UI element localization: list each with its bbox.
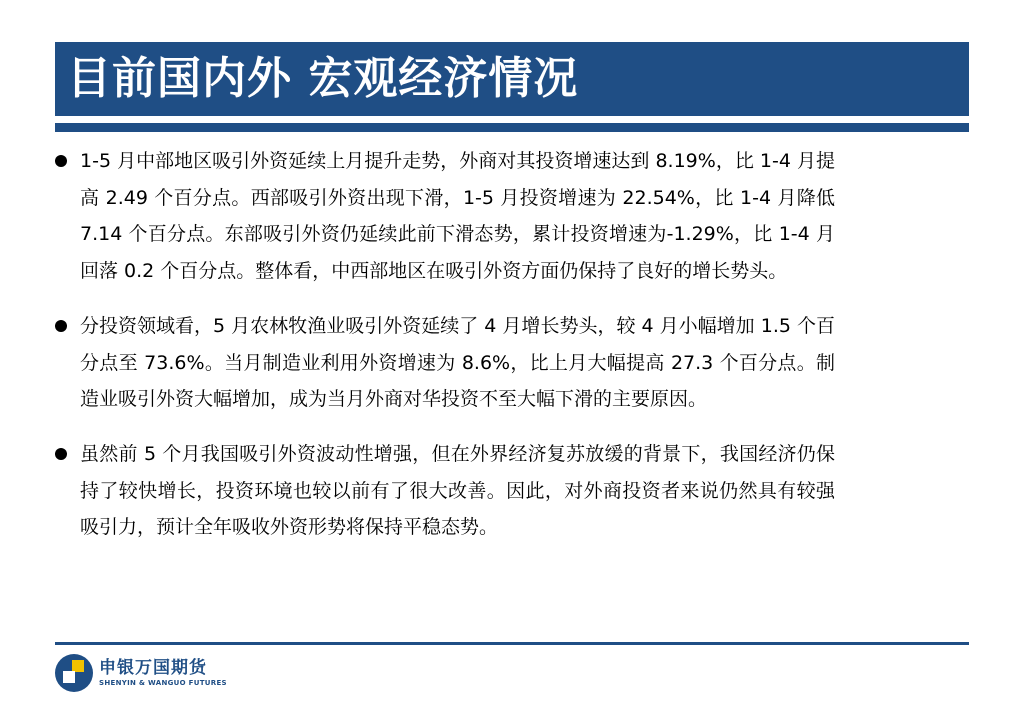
bullet-text: 分投资领域看，5 月农林牧渔业吸引外资延续了 4 月增长势头，较 4 月小幅增加 1.5 个百分点至 73.6%。当月制造业利用外资增速为 8.6%，比上月大幅提高 27.3 个百分点。制造业吸引外资大幅增加，成为当月外商对华投资不至大幅下滑的主要原因。 xyxy=(80,314,835,411)
page-title: 目前国内外 宏观经济情况 xyxy=(67,53,579,104)
logo-name-en: SHENYIN & WANGUO FUTURES xyxy=(99,679,227,687)
logo-mark-icon xyxy=(55,654,93,692)
bullet-dot-icon xyxy=(55,155,67,167)
bullet-text: 虽然前 5 个月我国吸引外资波动性增强，但在外界经济复苏放缓的背景下，我国经济仍保持了较快增长，投资环境也较以前有了很大改善。因此，对外商投资者来说仍然具有较强吸引力，预计全年吸收外资形势将保持平稳态势。 xyxy=(80,442,835,539)
bullet-dot-icon xyxy=(55,448,67,460)
footer-divider xyxy=(55,642,969,645)
logo-name-cn: 申银万国期货 xyxy=(99,658,207,678)
title-underline xyxy=(55,123,969,132)
title-bar xyxy=(55,42,969,116)
bullet-item xyxy=(55,308,835,418)
bullet-item xyxy=(55,436,835,546)
bullet-list xyxy=(55,143,835,564)
company-logo xyxy=(55,653,227,693)
bullet-item xyxy=(55,143,835,290)
bullet-dot-icon xyxy=(55,320,67,332)
bullet-text: 1-5 月中部地区吸引外资延续上月提升走势，外商对其投资增速达到 8.19%，比 1-4 月提高 2.49 个百分点。西部吸引外资出现下滑，1-5 月投资增速为 22.54%，比 1-4 月降低 7.14 个百分点。东部吸引外资仍延续此前下滑态势，累计投资增速为-1.29%，比 1-4 月回落 0.2 个百分点。整体看，中西部地区在吸引外资方面仍保持了良好的增长势头。 xyxy=(80,150,835,283)
